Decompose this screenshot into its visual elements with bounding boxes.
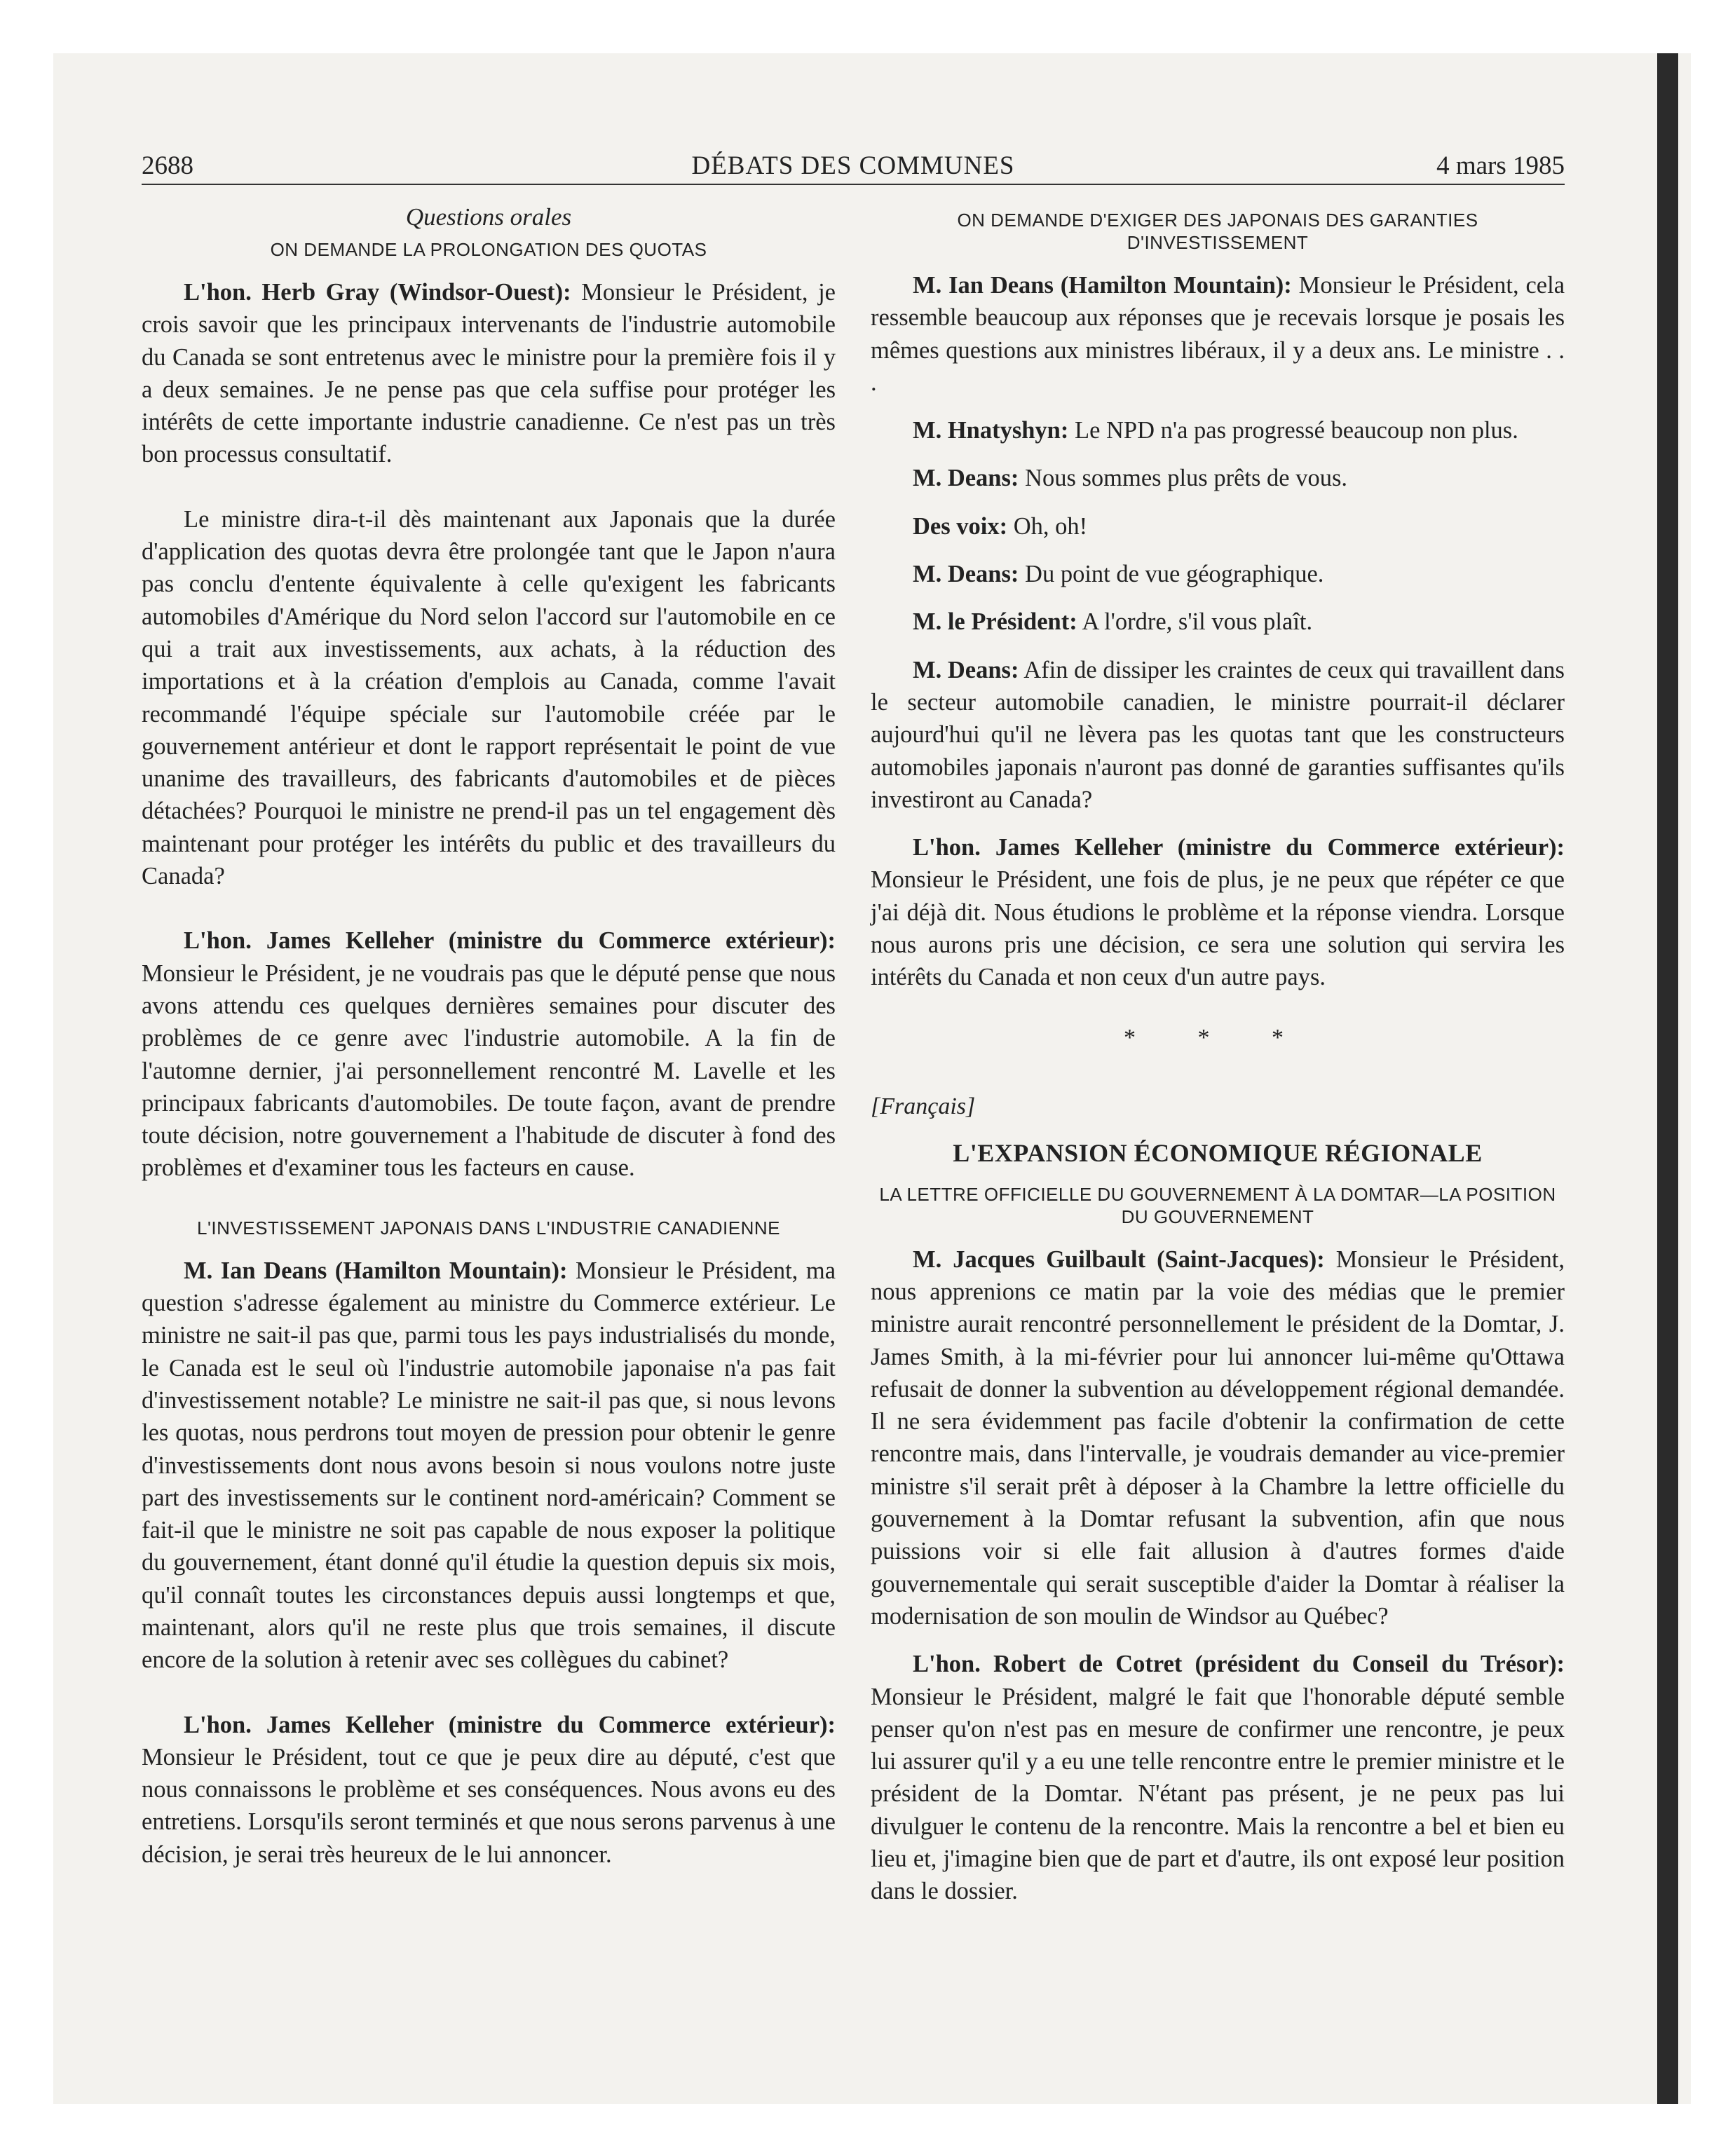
speech-text: Afin de dissiper les craintes de ceux qui travaillent dans le secteur automobile canadien, le ministre pourrait-il déclarer aujourd'hui qu'il ne lèvera pas les quotas tant que les constructeurs automobiles japonais n'auront pas donné de garanties suffisantes qu'ils investiront au Canada?	[871, 656, 1565, 813]
paragraph	[871, 269, 1565, 399]
speaker-name: M. Deans:	[913, 656, 1019, 683]
speaker-name: L'hon. James Kelleher (ministre du Commerce extérieur):	[184, 1711, 836, 1738]
speech-text: Monsieur le Président, je ne voudrais pas que le député pense que nous avons attendu ces quelques dernières semaines pour discuter des problèmes de ce genre avec l'industrie automobile. A la fin de l'automne dernier, j'ai personnellement rencontré M. Lavelle et les principaux fabricants d'automobiles. De toute façon, avant de prendre toute décision, notre gouvernement a l'habitude de discuter à fond des problèmes et d'examiner tous les facteurs en cause.	[142, 960, 836, 1182]
speaker-name: L'hon. Herb Gray (Windsor-Ouest):	[184, 279, 571, 306]
speaker-name: M. Deans:	[913, 561, 1019, 588]
main-heading: L'EXPANSION ÉCONOMIQUE RÉGIONALE	[953, 1138, 1483, 1167]
paragraph: Le ministre dira-t-il dès maintenant aux Japonais que la durée d'application des quotas devra être prolongée tant que le Japon n'aura pas conclu d'entente équivalente à celle qu'exigent les fabricants automobiles d'Amérique du Nord selon l'accord sur l'automobile en ce qui a trait aux investissements, aux achats, à la réduction des importations et à la création d'emplois au Canada, comme l'avait recommandé l'équipe spéciale sur l'automobile créée par le gouvernement antérieur et dont le rapport représentait le point de vue unanime des travailleurs, des fabricants d'automobiles et de pièces détachées? Pourquoi le ministre ne prend-il pas un tel engagement dès maintenant pour protéger les intérêts du public et des travailleurs du Canada?	[142, 505, 836, 890]
speech-text: Monsieur le Président, je crois savoir que les principaux intervenants de l'industrie automobile du Canada se sont entretenus avec le ministre pour la première fois il y a deux semaines. Je ne pense pas que cela suffise pour protéger les intérêts de cette importante industrie canadienne. Ce n'est pas un très bon processus consultatif.	[142, 279, 836, 468]
document-page	[142, 147, 1565, 1905]
speaker-name: L'hon. James Kelleher (ministre du Commerce extérieur):	[913, 834, 1565, 861]
paragraph	[871, 1243, 1565, 1633]
subheading-domtar: LA LETTRE OFFICIELLE DU GOUVERNEMENT À LA DOMTAR—LA POSITION DU GOUVERNEMENT	[879, 1183, 1556, 1227]
language-tag: [Français]	[871, 1093, 976, 1119]
paragraph	[142, 276, 836, 471]
paragraph	[871, 414, 1565, 446]
right-column	[871, 203, 1565, 1923]
issue-date: 4 mars 1985	[1436, 151, 1565, 180]
paragraph	[142, 925, 836, 1184]
speaker-name: L'hon. James Kelleher (ministre du Commerce extérieur):	[184, 927, 836, 955]
speech-text: Le NPD n'a pas progressé beaucoup non plus.	[1075, 417, 1518, 444]
section-separator: * * *	[1124, 1024, 1312, 1051]
speaker-name: M. Ian Deans (Hamilton Mountain):	[184, 1257, 568, 1284]
speaker-name: L'hon. Robert de Cotret (président du Conseil du Trésor):	[913, 1651, 1565, 1678]
speaker-name: M. Ian Deans (Hamilton Mountain):	[913, 272, 1292, 299]
paragraph	[871, 1648, 1565, 1907]
paragraph	[871, 558, 1565, 590]
speaker-name: Des voix:	[913, 512, 1008, 540]
paragraph	[142, 1709, 836, 1871]
speaker-name: M. Deans:	[913, 465, 1019, 492]
speech-text: Oh, oh!	[1013, 512, 1088, 540]
paragraph	[871, 510, 1565, 543]
speech-text: Monsieur le Président, nous apprenions ce matin par la voie des médias que le premier ministre aurait rencontré personnellement le président de la Domtar, J. James Smith, à la mi-février pour lui annoncer lui-même qu'Ottawa refusait de donner la subvention au développement régional demandée. Il ne sera évidemment pas facile d'obtenir la confirmation de cette rencontre mais, dans l'intervalle, je voudrais demander au vice-premier ministre s'il serait prêt à déposer à la Chambre la lettre officielle du gouvernement à la Domtar refusant la subvention, afin que nous puissions voir si elle fait allusion à d'autres formes d'aide gouvernementale qui serait susceptible d'aider la Domtar à réaliser la modernisation de son moulin de Windsor au Québec?	[871, 1246, 1565, 1630]
speech-text: Monsieur le Président, une fois de plus, je ne peux que répéter ce que j'ai déjà dit. Nous étudions le problème et la réponse viendra. Lorsque nous aurons pris une décision, ce sera une solution qui servira les intérêts du Canada et non ceux d'un autre pays.	[871, 866, 1565, 991]
speech-text: Monsieur le Président, ma question s'adresse également au ministre du Commerce extérieur. Le ministre ne sait-il pas que, parmi tous les pays industrialisés du monde, le Canada est le seul où l'industrie automobile japonaise n'a pas fait d'investissement notable? Le ministre ne sait-il pas que, si nous levons les quotas, nous perdrons tout moyen de pression pour obtenir le genre d'investissements dont nous avons besoin si nous voulons notre juste part des investissements sur le continent nord-américain? Comment se fait-il que le ministre ne soit pas capable de nous exposer la politique du gouvernement, étant donné qu'il étudie la question depuis six mois, qu'il connaît toutes les circonstances depuis aussi longtemps et que, maintenant, alors qu'il ne reste plus que trois semaines, il discute encore de la solution à retenir avec ses collègues du cabinet?	[142, 1257, 836, 1674]
speech-text: Monsieur le Président, cela ressemble beaucoup aux réponses que je recevais lorsque je posais les mêmes questions aux ministres libéraux, il y a deux ans. Le ministre . . .	[871, 272, 1565, 396]
scan-edge-bar	[1657, 53, 1678, 2104]
speaker-name: M. le Président:	[913, 608, 1077, 636]
subheading-guarantees: ON DEMANDE D'EXIGER DES JAPONAIS DES GARANTIES D'INVESTISSEMENT	[957, 210, 1478, 253]
speech-text: A l'ordre, s'il vous plaît.	[1082, 608, 1313, 636]
paragraph	[871, 606, 1565, 638]
speaker-name: M. Jacques Guilbault (Saint-Jacques):	[913, 1246, 1325, 1273]
paragraph	[142, 1255, 836, 1677]
paragraph	[871, 462, 1565, 494]
subheading-investment: L'INVESTISSEMENT JAPONAIS DANS L'INDUSTRIE CANADIENNE	[196, 1217, 780, 1239]
left-column	[142, 203, 836, 1903]
speech-text: Du point de vue géographique.	[1025, 561, 1324, 588]
speech-text: Monsieur le Président, tout ce que je peux dire au député, c'est que nous connaissons le problème et ses conséquences. Nous avons eu des entretiens. Lorsqu'ils seront terminés et que nous serons parvenus à une décision, je serai très heureux de le lui annoncer.	[142, 1743, 836, 1868]
publication-title: DÉBATS DES COMMUNES	[691, 151, 1015, 180]
paragraph	[871, 831, 1565, 993]
paragraph	[871, 654, 1565, 816]
speech-text: Nous sommes plus prêts de vous.	[1025, 465, 1348, 492]
subheading-quotas: ON DEMANDE LA PROLONGATION DES QUOTAS	[270, 239, 707, 260]
page-number: 2688	[142, 151, 193, 180]
section-title: Questions orales	[405, 203, 572, 231]
running-header	[142, 147, 1565, 185]
speaker-name: M. Hnatyshyn:	[913, 417, 1069, 444]
speech-text: Monsieur le Président, malgré le fait que l'honorable député semble penser qu'on n'est pas en mesure de confirmer une rencontre, je peux lui assurer qu'il y a eu une telle rencontre entre le premier ministre et le président de la Domtar. N'étant pas présent, je ne peux pas lui divulguer le contenu de la rencontre. Mais la rencontre a bel et bien eu lieu et, j'imagine bien que de part et d'autre, ils ont exposé leur position dans le dossier.	[871, 1683, 1565, 1905]
